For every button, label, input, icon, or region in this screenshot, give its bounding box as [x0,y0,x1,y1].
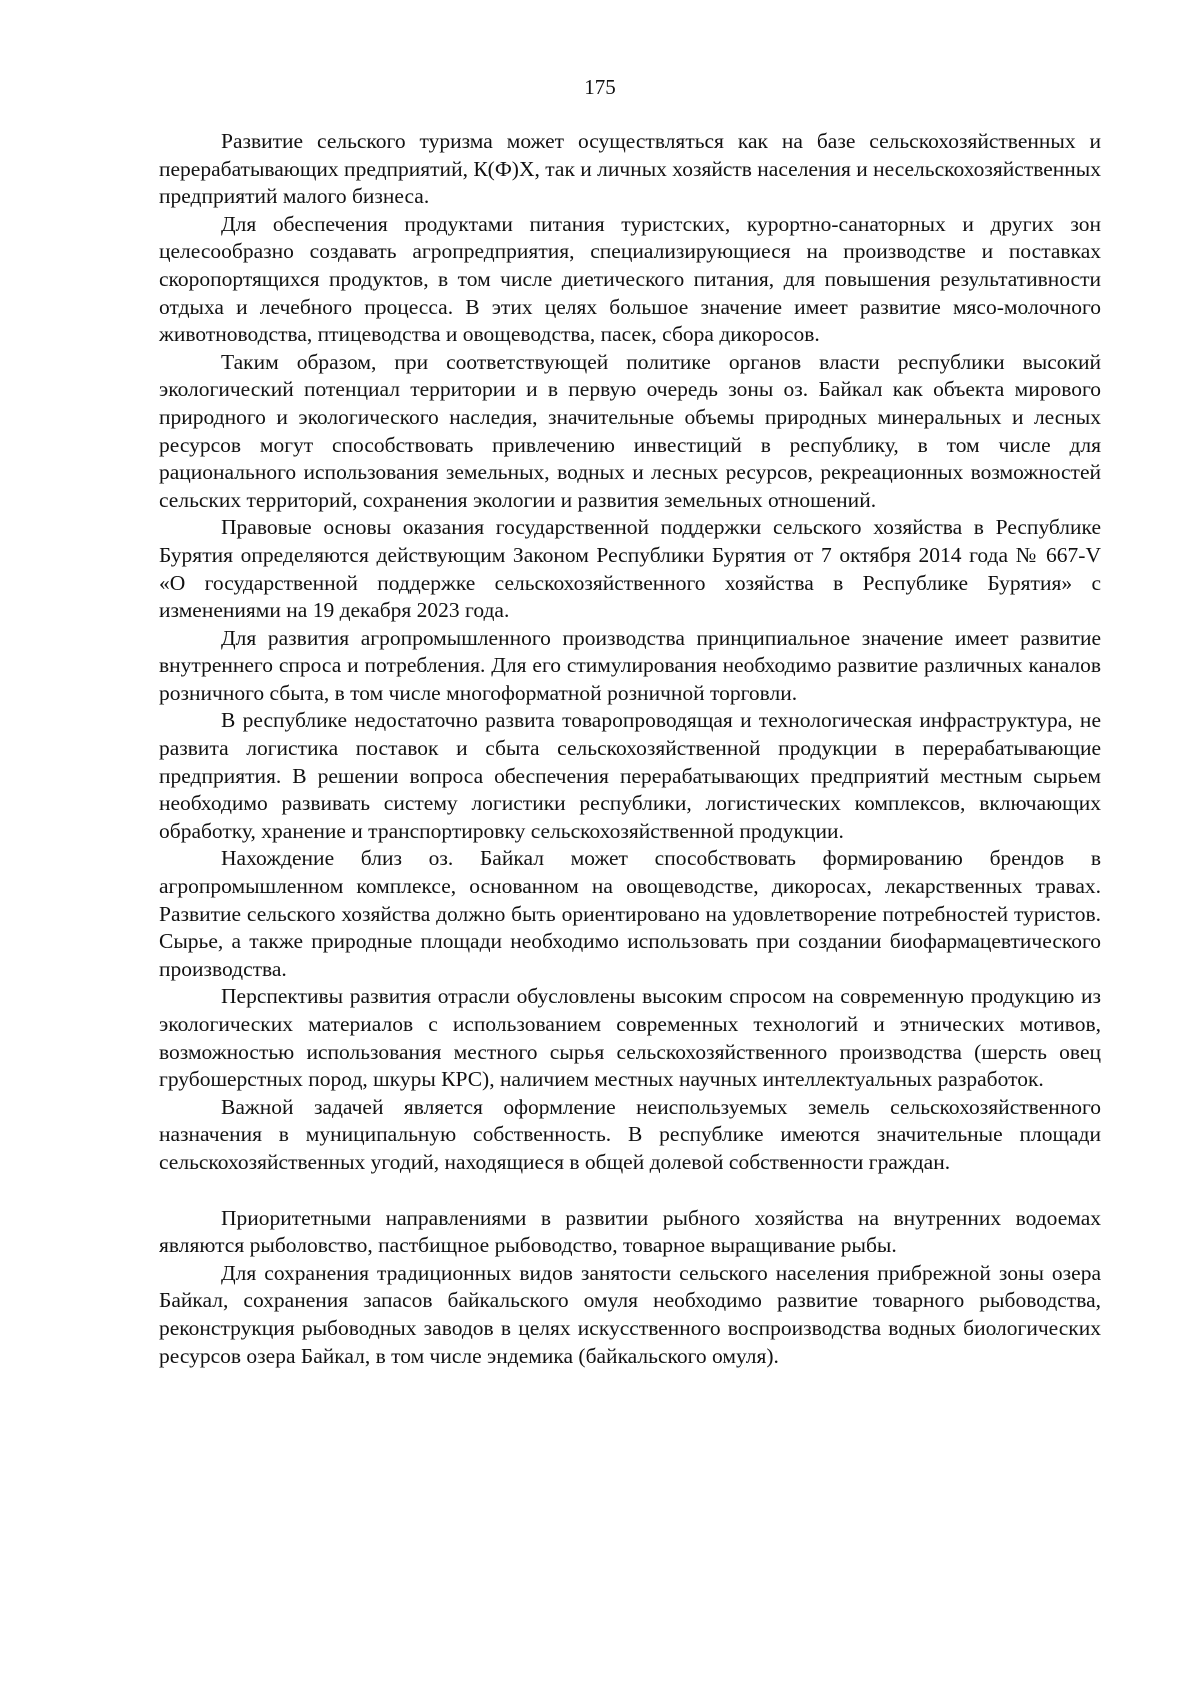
paragraph-infrastructure: В республике недостаточно развита товаропроводящая и технологическая инфраструктура, не развита логистика поставок и сбыта сельскохозяйственной продукции в перерабатывающие предприятия. В решении вопроса обеспечения перерабатывающих предприятий местным сырьем необходимо развивать систему логистики республики, логистических комплексов, включающих обработку, хранение и транспортировку сельскохозяйственной продукции. [159,708,1101,843]
paragraph-fishery-priorities: Приоритетными направлениями в развитии рыбного хозяйства на внутренних водоемах являются рыболовство, пастбищное рыбоводство, товарное выращивание рыбы. [159,1205,1101,1258]
paragraph-ecological-potential: Таким образом, при соответствующей политике органов власти республики высокий экологический потенциал территории и в первую очередь зоны оз. Байкал как объекта мирового природного и экологического наследия, значительные объемы природных минеральных и лесных ресурсов могут способствовать привлечению инвестиций в республику, в том числе для рационального использования земельных, водных и лесных ресурсов, рекреационных возможностей сельских территорий, сохранения экологии и развития земельных отношений. [159,349,1101,512]
body-text [159,128,1101,1370]
paragraph-industry-prospects: Перспективы развития отрасли обусловлены высоким спросом на современную продукцию из экологических материалов с использованием современных технологий и этнических мотивов, возможностью использования местного сырья сельскохозяйственного производства (шерсть овец грубошерстных пород, шкуры КРС), наличием местных научных интеллектуальных разработок. [159,984,1101,1092]
paragraph-baikal-brands: Нахождение близ оз. Байкал может способствовать формированию брендов в агропромышленном комплексе, основанном на овощеводстве, дикоросах, лекарственных травах. Развитие сельского хозяйства должно быть ориентировано на удовлетворение потребностей туристов. Сырье, а также природные площади необходимо использовать при создании биофармацевтического производства. [159,846,1101,981]
paragraph-legal-basis: Правовые основы оказания государственной поддержки сельского хозяйства в Республике Бурятия определяются действующим Законом Республики Бурятия от 7 октября 2014 года № 667-V «О государственной поддержке сельскохозяйственного хозяйства в Республике Бурятия» с изменениями на 19 декабря 2023 года. [159,515,1101,623]
page-number: 175 [584,75,616,99]
paragraph-rural-tourism: Развитие сельского туризма может осуществляться как на базе сельскохозяйственных и перерабатывающих предприятий, К(Ф)Х, так и личных хозяйств населения и несельскохозяйственных предприятий малого бизнеса. [159,129,1101,209]
paragraph-fish-farming: Для сохранения традиционных видов занятости сельского населения прибрежной зоны озера Байкал, сохранения запасов байкальского омуля необходимо развитие товарного рыбоводства, реконструкция рыбоводных заводов в целях искусственного воспроизводства водных биологических ресурсов озера Байкал, в том числе эндемика (байкальского омуля). [159,1260,1101,1368]
paragraph-domestic-demand: Для развития агропромышленного производства принципиальное значение имеет развитие внутреннего спроса и потребления. Для его стимулирования необходимо развитие различных каналов розничного сбыта, в том числе многоформатной розничной торговли. [159,625,1101,705]
paragraph-land-registration: Важной задачей является оформление неиспользуемых земель сельскохозяйственного назначения в муниципальную собственность. В республике имеются значительные площади сельскохозяйственных угодий, находящиеся в общей долевой собственности граждан. [159,1094,1101,1174]
paragraph-food-supply: Для обеспечения продуктами питания туристских, курортно-санаторных и других зон целесообразно создавать агропредприятия, специализирующиеся на производстве и поставках скоропортящихся продуктов, в том числе диетического питания, для повышения результативности отдыха и лечебного процесса. В этих целях большое значение имеет развитие мясо-молочного животноводства, птицеводства и овощеводства, пасек, сбора дикоросов. [159,211,1101,347]
